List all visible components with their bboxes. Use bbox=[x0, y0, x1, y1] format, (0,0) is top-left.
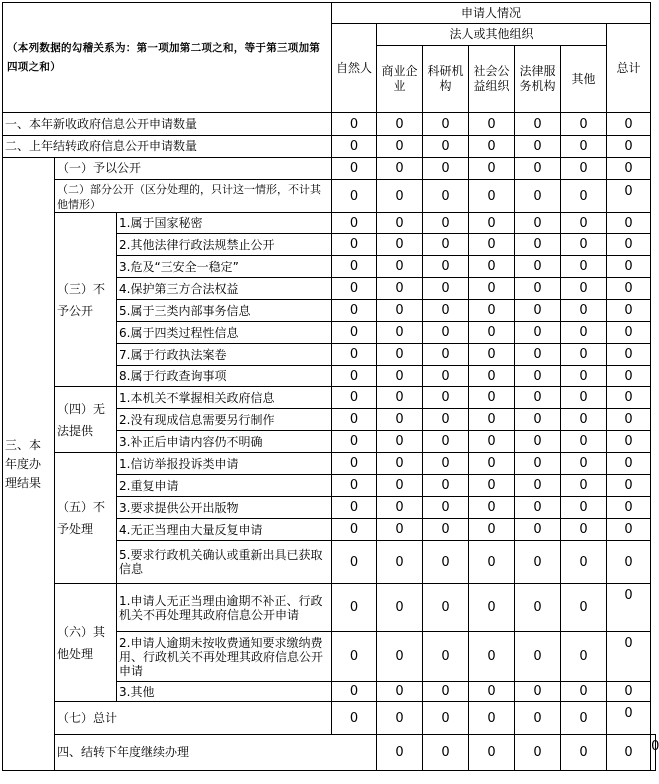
value-total: 0 bbox=[607, 409, 651, 431]
value-other-org: 0 bbox=[561, 584, 607, 632]
value-research: 0 bbox=[423, 278, 469, 300]
value-business: 0 bbox=[377, 136, 423, 158]
table-row bbox=[3, 213, 656, 234]
legal-entities-header: 法人或其他组织 bbox=[377, 24, 607, 46]
table-row bbox=[3, 158, 656, 180]
value-natural-person: 0 bbox=[332, 519, 377, 541]
value-social-welfare: 0 bbox=[515, 735, 561, 771]
value-research: 0 bbox=[423, 256, 469, 278]
value-research: 0 bbox=[423, 213, 469, 234]
disclosure-table-document bbox=[2, 2, 659, 771]
value-natural-person: 0 bbox=[332, 113, 377, 136]
value-business: 0 bbox=[377, 300, 423, 322]
table-row bbox=[3, 113, 656, 136]
value-legal-service: 0 bbox=[515, 344, 561, 366]
table-row bbox=[3, 180, 656, 213]
value-business: 0 bbox=[377, 180, 423, 213]
value-business: 0 bbox=[377, 682, 423, 702]
value-natural-person: 0 bbox=[332, 387, 377, 409]
value-natural-person: 0 bbox=[332, 475, 377, 497]
value-legal-service: 0 bbox=[515, 158, 561, 180]
value-research: 0 bbox=[423, 322, 469, 344]
value-research: 0 bbox=[469, 735, 515, 771]
value-total: 0 bbox=[607, 431, 651, 453]
value-social-welfare: 0 bbox=[469, 344, 515, 366]
value-other-org: 0 bbox=[561, 453, 607, 475]
value-legal-service: 0 bbox=[515, 278, 561, 300]
value-other-org: 0 bbox=[561, 475, 607, 497]
row-label-carry-forward: 四、结转下年度继续办理 bbox=[55, 735, 377, 771]
value-business: 0 bbox=[377, 366, 423, 387]
item-label-not-processed: 2.重复申请 bbox=[117, 475, 332, 497]
value-natural-person: 0 bbox=[332, 180, 377, 213]
value-social-welfare: 0 bbox=[469, 702, 515, 735]
item-label-not-processed: 1.信访举报投诉类申请 bbox=[117, 453, 332, 475]
item-label-other-processing: 1.申请人无正当理由逾期不补正、行政机关不再处理其政府信息公开申请 bbox=[117, 584, 332, 632]
value-other-org: 0 bbox=[607, 735, 651, 771]
value-research: 0 bbox=[423, 632, 469, 682]
value-social-welfare: 0 bbox=[469, 497, 515, 519]
value-legal-service: 0 bbox=[515, 409, 561, 431]
value-social-welfare: 0 bbox=[469, 322, 515, 344]
value-other-org: 0 bbox=[561, 431, 607, 453]
value-business: 0 bbox=[377, 519, 423, 541]
value-other-org: 0 bbox=[561, 519, 607, 541]
value-business: 0 bbox=[423, 735, 469, 771]
value-total: 0 bbox=[607, 113, 651, 136]
value-natural-person: 0 bbox=[332, 409, 377, 431]
value-legal-service: 0 bbox=[515, 213, 561, 234]
value-legal-service: 0 bbox=[515, 632, 561, 682]
business-header: 商业企业 bbox=[377, 46, 423, 113]
value-natural-person: 0 bbox=[377, 735, 423, 771]
value-total: 0 bbox=[607, 256, 651, 278]
value-research: 0 bbox=[423, 344, 469, 366]
value-business: 0 bbox=[377, 256, 423, 278]
value-natural-person: 0 bbox=[332, 344, 377, 366]
value-legal-service: 0 bbox=[515, 322, 561, 344]
value-total: 0 bbox=[607, 387, 651, 409]
value-business: 0 bbox=[377, 702, 423, 735]
value-total: 0 bbox=[607, 519, 651, 541]
value-social-welfare: 0 bbox=[469, 475, 515, 497]
value-business: 0 bbox=[377, 497, 423, 519]
value-natural-person: 0 bbox=[332, 278, 377, 300]
value-other-org: 0 bbox=[561, 180, 607, 213]
value-social-welfare: 0 bbox=[469, 256, 515, 278]
value-business: 0 bbox=[377, 431, 423, 453]
value-legal-service: 0 bbox=[515, 113, 561, 136]
row-label-partial: （二）部分公开（区分处理的，只计这一情形，不计其他情形） bbox=[55, 180, 332, 213]
value-business: 0 bbox=[377, 158, 423, 180]
value-research: 0 bbox=[423, 409, 469, 431]
value-natural-person: 0 bbox=[332, 632, 377, 682]
value-social-welfare: 0 bbox=[469, 180, 515, 213]
group-label-other-processing: （六）其他处理 bbox=[55, 584, 117, 702]
value-business: 0 bbox=[377, 322, 423, 344]
value-legal-service: 0 bbox=[515, 453, 561, 475]
value-business: 0 bbox=[377, 541, 423, 584]
value-natural-person: 0 bbox=[332, 431, 377, 453]
value-other-org: 0 bbox=[561, 702, 607, 735]
value-natural-person: 0 bbox=[332, 234, 377, 256]
table-row bbox=[3, 735, 656, 771]
value-legal-service: 0 bbox=[515, 234, 561, 256]
value-other-org: 0 bbox=[561, 366, 607, 387]
total-header: 总计 bbox=[607, 24, 651, 113]
column-relation-note: （本列数据的勾稽关系为：第一项加第二项之和，等于第三项加第四项之和） bbox=[3, 3, 332, 113]
value-legal-service: 0 bbox=[515, 702, 561, 735]
value-other-org: 0 bbox=[561, 213, 607, 234]
item-label-other-processing: 3.其他 bbox=[117, 682, 332, 702]
value-business: 0 bbox=[377, 113, 423, 136]
applicant-header: 申请人情况 bbox=[332, 3, 651, 24]
value-legal-service: 0 bbox=[515, 519, 561, 541]
value-legal-service: 0 bbox=[515, 136, 561, 158]
legal-service-header: 法律服务机构 bbox=[515, 46, 561, 113]
value-other-org: 0 bbox=[561, 136, 607, 158]
value-legal-service: 0 bbox=[515, 431, 561, 453]
value-social-welfare: 0 bbox=[469, 278, 515, 300]
value-other-org: 0 bbox=[561, 497, 607, 519]
value-other-org: 0 bbox=[561, 387, 607, 409]
social-welfare-header: 社会公益组织 bbox=[469, 46, 515, 113]
value-social-welfare: 0 bbox=[469, 453, 515, 475]
table-row bbox=[3, 702, 656, 735]
section-label-results: 三、本年度办理结果 bbox=[3, 158, 55, 771]
value-research: 0 bbox=[423, 475, 469, 497]
value-business: 0 bbox=[377, 453, 423, 475]
table-row bbox=[3, 136, 656, 158]
value-legal-service: 0 bbox=[515, 180, 561, 213]
item-label-unable-to-provide: 3.补正后申请内容仍不明确 bbox=[117, 431, 332, 453]
value-legal-service: 0 bbox=[515, 387, 561, 409]
item-label-not-disclosed: 2.其他法律行政法规禁止公开 bbox=[117, 234, 332, 256]
value-business: 0 bbox=[377, 278, 423, 300]
value-total: 0 bbox=[607, 322, 651, 344]
value-business: 0 bbox=[377, 344, 423, 366]
natural-person-header: 自然人 bbox=[332, 24, 377, 113]
value-total: 0 bbox=[607, 278, 651, 300]
value-other-org: 0 bbox=[561, 682, 607, 702]
value-other-org: 0 bbox=[561, 541, 607, 584]
value-other-org: 0 bbox=[561, 409, 607, 431]
value-legal-service: 0 bbox=[515, 541, 561, 584]
value-research: 0 bbox=[423, 158, 469, 180]
value-total: 0 bbox=[607, 213, 651, 234]
value-total: 0 bbox=[651, 735, 656, 771]
value-social-welfare: 0 bbox=[469, 682, 515, 702]
item-label-not-processed: 4.无正当理由大量反复申请 bbox=[117, 519, 332, 541]
item-label-not-disclosed: 4.保护第三方合法权益 bbox=[117, 278, 332, 300]
value-natural-person: 0 bbox=[332, 136, 377, 158]
value-natural-person: 0 bbox=[332, 453, 377, 475]
value-social-welfare: 0 bbox=[469, 541, 515, 584]
value-legal-service: 0 bbox=[515, 366, 561, 387]
application-statistics-table bbox=[2, 2, 659, 771]
row-label-subtotal: （七）总计 bbox=[55, 702, 332, 735]
group-label-not-processed: （五）不予处理 bbox=[55, 453, 117, 584]
value-social-welfare: 0 bbox=[469, 387, 515, 409]
value-research: 0 bbox=[423, 682, 469, 702]
value-social-welfare: 0 bbox=[469, 519, 515, 541]
value-business: 0 bbox=[377, 234, 423, 256]
value-natural-person: 0 bbox=[332, 682, 377, 702]
value-total: 0 bbox=[607, 682, 651, 702]
value-research: 0 bbox=[423, 234, 469, 256]
value-research: 0 bbox=[423, 180, 469, 213]
group-label-not-disclosed: （三）不予公开 bbox=[55, 213, 117, 387]
value-legal-service: 0 bbox=[515, 475, 561, 497]
table-row bbox=[3, 387, 656, 409]
value-total: 0 bbox=[607, 180, 651, 213]
value-other-org: 0 bbox=[561, 158, 607, 180]
item-label-not-processed: 3.要求提供公开出版物 bbox=[117, 497, 332, 519]
value-social-welfare: 0 bbox=[469, 213, 515, 234]
value-other-org: 0 bbox=[561, 322, 607, 344]
value-other-org: 0 bbox=[561, 300, 607, 322]
value-other-org: 0 bbox=[561, 632, 607, 682]
value-social-welfare: 0 bbox=[469, 113, 515, 136]
value-research: 0 bbox=[423, 541, 469, 584]
value-other-org: 0 bbox=[561, 344, 607, 366]
value-research: 0 bbox=[423, 387, 469, 409]
value-business: 0 bbox=[377, 632, 423, 682]
value-natural-person: 0 bbox=[332, 497, 377, 519]
item-label-not-disclosed: 5.属于三类内部事务信息 bbox=[117, 300, 332, 322]
value-natural-person: 0 bbox=[332, 541, 377, 584]
value-research: 0 bbox=[423, 136, 469, 158]
value-legal-service: 0 bbox=[515, 256, 561, 278]
item-label-not-disclosed: 1.属于国家秘密 bbox=[117, 213, 332, 234]
value-natural-person: 0 bbox=[332, 702, 377, 735]
value-legal-service: 0 bbox=[515, 300, 561, 322]
value-total: 0 bbox=[607, 632, 651, 682]
value-research: 0 bbox=[423, 453, 469, 475]
value-social-welfare: 0 bbox=[469, 409, 515, 431]
item-label-not-disclosed: 8.属于行政查询事项 bbox=[117, 366, 332, 387]
row-label-disclosed: （一）予以公开 bbox=[55, 158, 332, 180]
table-row bbox=[3, 453, 656, 475]
value-natural-person: 0 bbox=[332, 322, 377, 344]
value-research: 0 bbox=[423, 300, 469, 322]
item-label-not-disclosed: 3.危及“三安全一稳定” bbox=[117, 256, 332, 278]
item-label-not-processed: 5.要求行政机关确认或重新出具已获取信息 bbox=[117, 541, 332, 584]
value-research: 0 bbox=[423, 497, 469, 519]
value-total: 0 bbox=[607, 344, 651, 366]
value-natural-person: 0 bbox=[332, 366, 377, 387]
table-row bbox=[3, 584, 656, 632]
row-label-new-applications: 一、本年新收政府信息公开申请数量 bbox=[3, 113, 332, 136]
value-business: 0 bbox=[377, 584, 423, 632]
value-social-welfare: 0 bbox=[469, 234, 515, 256]
value-research: 0 bbox=[423, 113, 469, 136]
item-label-unable-to-provide: 1.本机关不掌握相关政府信息 bbox=[117, 387, 332, 409]
value-natural-person: 0 bbox=[332, 213, 377, 234]
value-social-welfare: 0 bbox=[469, 632, 515, 682]
value-social-welfare: 0 bbox=[469, 300, 515, 322]
value-legal-service: 0 bbox=[515, 497, 561, 519]
item-label-not-disclosed: 6.属于四类过程性信息 bbox=[117, 322, 332, 344]
other-org-header: 其他 bbox=[561, 46, 607, 113]
value-total: 0 bbox=[607, 475, 651, 497]
value-social-welfare: 0 bbox=[469, 584, 515, 632]
value-research: 0 bbox=[423, 702, 469, 735]
value-social-welfare: 0 bbox=[469, 366, 515, 387]
item-label-other-processing: 2.申请人逾期未按收费通知要求缴纳费用、行政机关不再处理其政府信息公开申请 bbox=[117, 632, 332, 682]
value-research: 0 bbox=[423, 366, 469, 387]
research-header: 科研机构 bbox=[423, 46, 469, 113]
value-other-org: 0 bbox=[561, 256, 607, 278]
value-total: 0 bbox=[607, 234, 651, 256]
value-social-welfare: 0 bbox=[469, 431, 515, 453]
value-total: 0 bbox=[607, 158, 651, 180]
item-label-not-disclosed: 7.属于行政执法案卷 bbox=[117, 344, 332, 366]
value-research: 0 bbox=[423, 431, 469, 453]
value-other-org: 0 bbox=[561, 278, 607, 300]
value-legal-service: 0 bbox=[515, 584, 561, 632]
value-total: 0 bbox=[607, 366, 651, 387]
value-total: 0 bbox=[607, 453, 651, 475]
value-social-welfare: 0 bbox=[469, 158, 515, 180]
value-total: 0 bbox=[607, 497, 651, 519]
value-total: 0 bbox=[607, 541, 651, 584]
value-business: 0 bbox=[377, 387, 423, 409]
group-label-unable-to-provide: （四）无法提供 bbox=[55, 387, 117, 453]
value-total: 0 bbox=[607, 702, 651, 735]
value-natural-person: 0 bbox=[332, 300, 377, 322]
value-natural-person: 0 bbox=[332, 158, 377, 180]
value-research: 0 bbox=[423, 584, 469, 632]
value-other-org: 0 bbox=[561, 234, 607, 256]
value-natural-person: 0 bbox=[332, 584, 377, 632]
value-business: 0 bbox=[377, 213, 423, 234]
row-label-carried-over: 二、上年结转政府信息公开申请数量 bbox=[3, 136, 332, 158]
item-label-unable-to-provide: 2.没有现成信息需要另行制作 bbox=[117, 409, 332, 431]
value-business: 0 bbox=[377, 409, 423, 431]
value-business: 0 bbox=[377, 475, 423, 497]
value-total: 0 bbox=[607, 584, 651, 632]
value-legal-service: 0 bbox=[561, 735, 607, 771]
value-other-org: 0 bbox=[561, 113, 607, 136]
value-natural-person: 0 bbox=[332, 256, 377, 278]
value-legal-service: 0 bbox=[515, 682, 561, 702]
value-total: 0 bbox=[607, 300, 651, 322]
value-social-welfare: 0 bbox=[469, 136, 515, 158]
value-total: 0 bbox=[607, 136, 651, 158]
value-research: 0 bbox=[423, 519, 469, 541]
